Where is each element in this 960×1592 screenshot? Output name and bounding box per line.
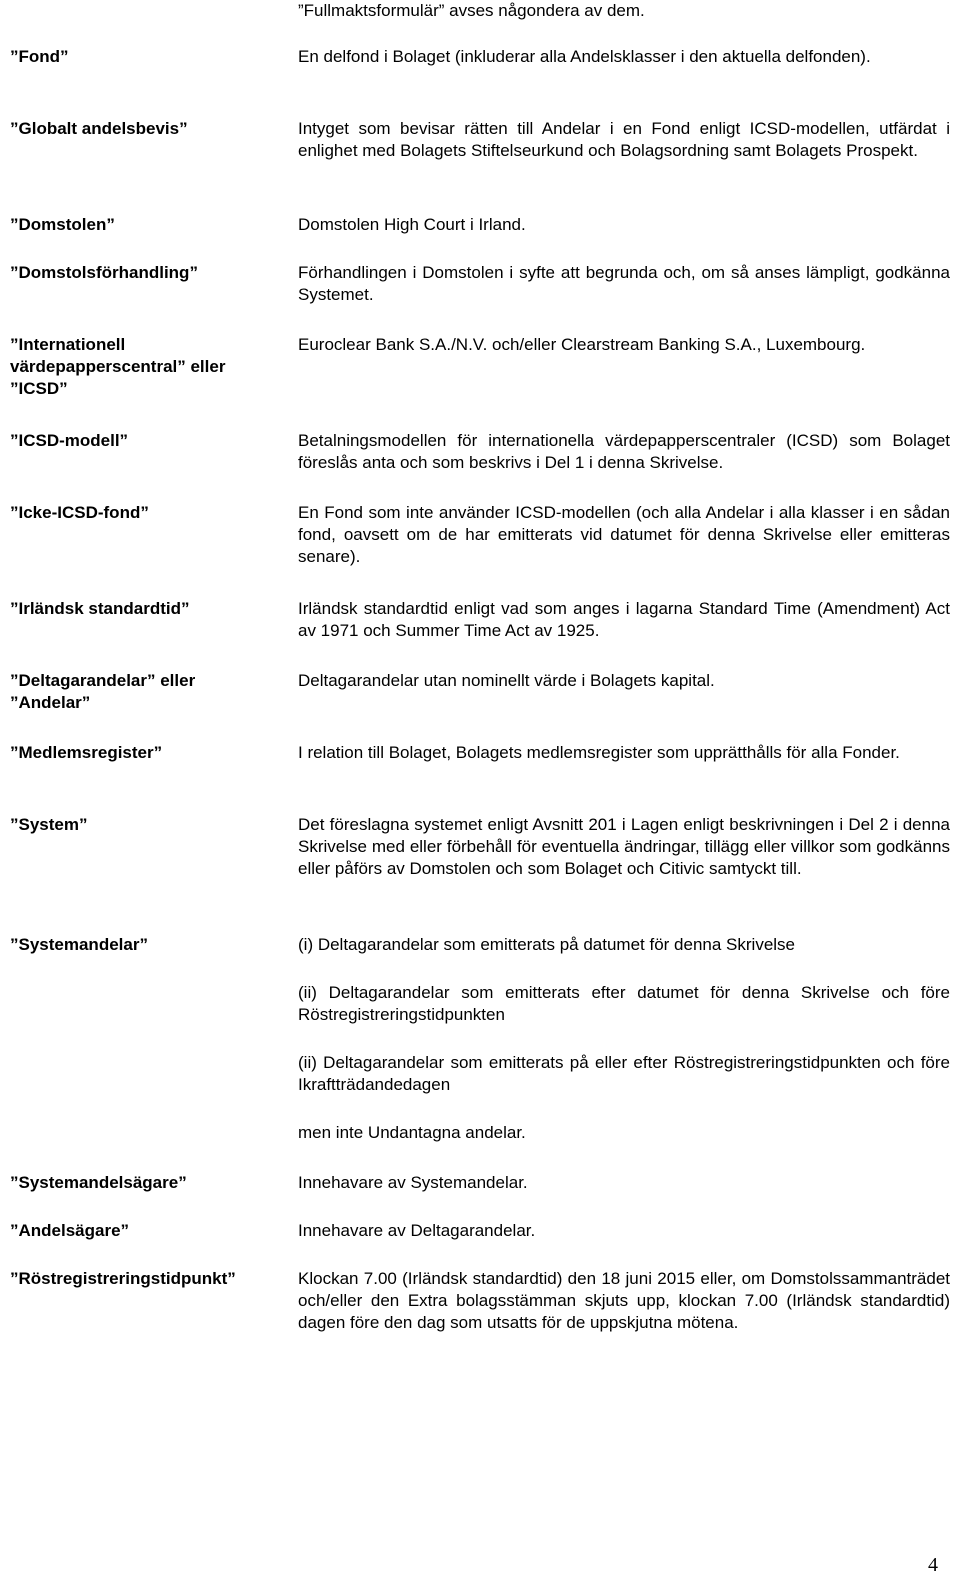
definition-paragraph: Det föreslagna systemet enligt Avsnitt 201 i Lagen enligt beskrivningen i Del 2 i denna Skrivelse med eller förbehåll för eventuella ändringar, tillägg eller villkor som godkänns eller påförs av Domstolen och som Bolaget och Citivic samtyckt till. [298,815,950,878]
definition-paragraph: (ii) Deltagarandelar som emitterats på eller efter Röstregistreringstidpunkten och före Ikraftträdandedagen [298,1053,950,1094]
definition-paragraph: Innehavare av Systemandelar. [298,1173,528,1192]
definition-text [298,598,950,642]
term-label: ”Domstolsförhandling” [10,263,198,282]
term-label: ”Irländsk standardtid” [10,599,190,618]
definition-text [298,1268,950,1334]
term-label: ”Systemandelar” [10,935,148,954]
definition-text [298,670,950,692]
intro-line: ”Fullmaktsformulär” avses någondera av dem. [298,1,645,20]
definition-text [298,742,950,764]
definition-text [298,334,950,356]
definition-paragraph: (i) Deltagarandelar som emitterats på datumet för denna Skrivelse [298,935,796,954]
term-label: ”ICSD-modell” [10,431,129,450]
term-label: ”Medlemsregister” [10,743,163,762]
definition-text [298,814,950,880]
definition-paragraph: Förhandlingen i Domstolen i syfte att begrunda och, om så anses lämpligt, godkänna Systemet. [298,263,950,304]
term-label: ”Fond” [10,47,69,66]
definition-paragraph: En delfond i Bolaget (inkluderar alla Andelsklasser i den aktuella delfonden). [298,47,871,66]
term-label: ”Internationell värdepapperscentral” eller ”ICSD” [10,335,226,398]
definition-text [298,118,950,162]
definition-text [298,214,950,236]
term-label: ”Icke-ICSD-fond” [10,503,149,522]
definition-text [298,1220,950,1242]
definition-paragraph: Innehavare av Deltagarandelar. [298,1221,536,1240]
term-label: ”Globalt andelsbevis” [10,119,188,138]
definition-text [298,46,950,68]
definition-paragraph: men inte Undantagna andelar. [298,1123,526,1142]
definition-paragraph: Intyget som bevisar rätten till Andelar i en Fond enligt ICSD-modellen, utfärdat i enlighet med Bolagets Stiftelseurkund och Bolagsordning samt Bolagets Prospekt. [298,119,950,160]
term-label: ”System” [10,815,88,834]
definition-paragraph: Irländsk standardtid enligt vad som anges i lagarna Standard Time (Amendment) Act av 1971 och Summer Time Act av 1925. [298,599,950,640]
page-number: 4 [928,1554,938,1576]
term-label: ”Domstolen” [10,215,115,234]
definition-text [298,502,950,568]
term-label: ”Systemandelsägare” [10,1173,187,1192]
term-label: ”Andelsägare” [10,1221,130,1240]
definition-paragraph: Euroclear Bank S.A./N.V. och/eller Clearstream Banking S.A., Luxembourg. [298,335,866,354]
term-label: ”Röstregistreringstidpunkt” [10,1269,236,1288]
definition-paragraph: Klockan 7.00 (Irländsk standardtid) den 18 juni 2015 eller, om Domstolssammanträdet och/eller den Extra bolagsstämman skjuts upp, klockan 7.00 (Irländsk standardtid) dagen före den dag som utsatts för de uppskjutna mötena. [298,1269,950,1332]
definition-paragraph: I relation till Bolaget, Bolagets medlemsregister som upprätthålls för alla Fonder. [298,743,900,762]
definition-text [298,262,950,306]
definition-text [298,430,950,474]
definition-text [298,1172,950,1194]
term-label: ”Deltagarandelar” eller ”Andelar” [10,671,196,712]
definition-text [298,934,950,1144]
definition-paragraph: Deltagarandelar utan nominellt värde i Bolagets kapital. [298,671,715,690]
definition-paragraph: (ii) Deltagarandelar som emitterats efter datumet för denna Skrivelse och före Röstregistreringstidpunkten [298,983,950,1024]
definition-paragraph: Domstolen High Court i Irland. [298,215,526,234]
definition-paragraph: Betalningsmodellen för internationella värdepapperscentraler (ICSD) som Bolaget föreslås anta och som beskrivs i Del 1 i denna Skrivelse. [298,431,950,472]
definition-paragraph: En Fond som inte använder ICSD-modellen (och alla Andelar i alla klasser i en sådan fond, oavsett om de har emitterats vid datumet för denna Skrivelse eller emitteras senare). [298,503,950,566]
